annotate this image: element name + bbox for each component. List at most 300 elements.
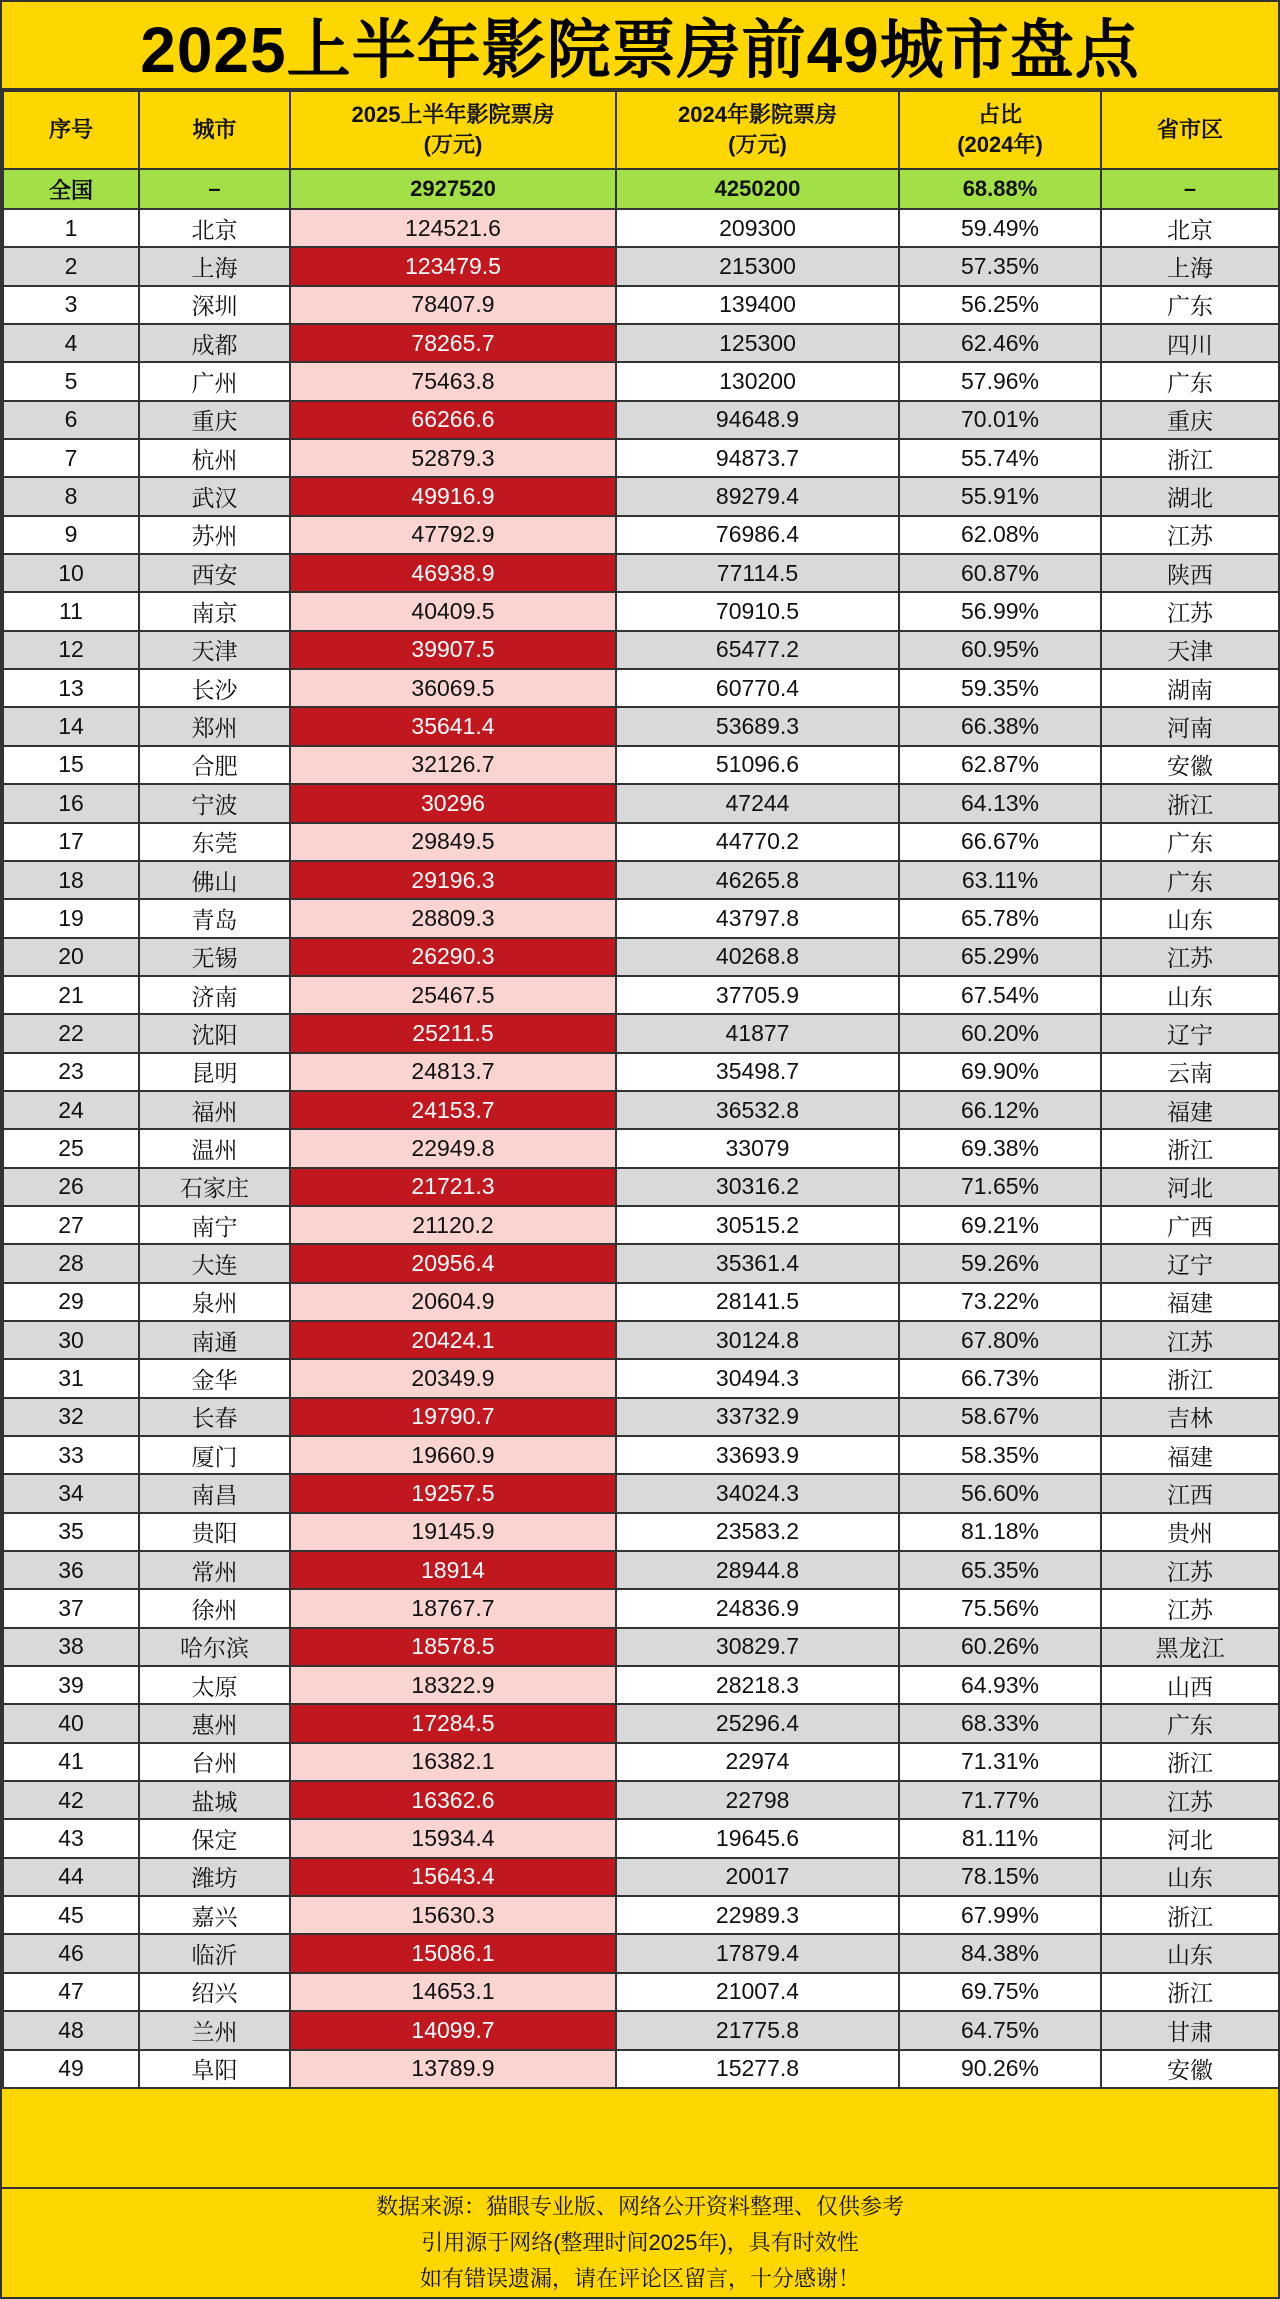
cell-city: 常州 — [139, 1551, 290, 1589]
table-row — [3, 1704, 1279, 1742]
table-row — [3, 899, 1279, 937]
cell-province: 山东 — [1101, 1858, 1279, 1896]
cell-box-2024: 23583.2 — [616, 1513, 899, 1551]
cell-city: 石家庄 — [139, 1168, 290, 1206]
cell-province: 江西 — [1101, 1474, 1279, 1512]
cell-province: 广东 — [1101, 823, 1279, 861]
table-row — [3, 1398, 1279, 1436]
cell-ratio: 58.35% — [899, 1436, 1101, 1474]
cell-ratio: 62.08% — [899, 516, 1101, 554]
cell-city: 深圳 — [139, 286, 290, 324]
cell-rank: 40 — [3, 1704, 139, 1742]
cell-ratio: 66.38% — [899, 707, 1101, 745]
cell-box-2024: 36532.8 — [616, 1091, 899, 1129]
national-box-2025: 2927520 — [290, 169, 616, 209]
cell-city: 杭州 — [139, 439, 290, 477]
cell-box-2025: 20424.1 — [290, 1321, 616, 1359]
cell-box-2025: 21120.2 — [290, 1206, 616, 1244]
cell-box-2025: 20604.9 — [290, 1283, 616, 1321]
cell-box-2024: 28944.8 — [616, 1551, 899, 1589]
cell-box-2024: 22798 — [616, 1781, 899, 1819]
cell-city: 佛山 — [139, 861, 290, 899]
cell-rank: 10 — [3, 554, 139, 592]
cell-rank: 19 — [3, 899, 139, 937]
cell-ratio: 69.21% — [899, 1206, 1101, 1244]
cell-ratio: 69.38% — [899, 1129, 1101, 1167]
cell-rank: 14 — [3, 707, 139, 745]
table-row — [3, 2050, 1279, 2088]
national-ratio: 68.88% — [899, 169, 1101, 209]
table-row — [3, 1014, 1279, 1052]
cell-box-2025: 66266.6 — [290, 401, 616, 439]
cell-province: 福建 — [1101, 1436, 1279, 1474]
cell-box-2025: 20349.9 — [290, 1359, 616, 1397]
cell-ratio: 71.65% — [899, 1168, 1101, 1206]
cell-box-2024: 20017 — [616, 1858, 899, 1896]
cell-rank: 35 — [3, 1513, 139, 1551]
cell-city: 昆明 — [139, 1053, 290, 1091]
cell-box-2024: 17879.4 — [616, 1934, 899, 1972]
cell-ratio: 60.95% — [899, 631, 1101, 669]
cell-box-2025: 47792.9 — [290, 516, 616, 554]
cell-box-2024: 77114.5 — [616, 554, 899, 592]
cell-rank: 17 — [3, 823, 139, 861]
table-row — [3, 631, 1279, 669]
table-row — [3, 401, 1279, 439]
table-row — [3, 861, 1279, 899]
cell-ratio: 57.96% — [899, 362, 1101, 400]
cell-box-2025: 40409.5 — [290, 592, 616, 630]
cell-rank: 37 — [3, 1589, 139, 1627]
cell-city: 宁波 — [139, 784, 290, 822]
cell-city: 惠州 — [139, 1704, 290, 1742]
cell-box-2025: 18914 — [290, 1551, 616, 1589]
cell-city: 苏州 — [139, 516, 290, 554]
cell-city: 合肥 — [139, 746, 290, 784]
cell-box-2025: 24153.7 — [290, 1091, 616, 1129]
cell-box-2024: 33732.9 — [616, 1398, 899, 1436]
table-row — [3, 1168, 1279, 1206]
cell-city: 泉州 — [139, 1283, 290, 1321]
cell-city: 厦门 — [139, 1436, 290, 1474]
cell-province: 湖北 — [1101, 477, 1279, 515]
cell-box-2024: 46265.8 — [616, 861, 899, 899]
header-box-2024-unit: (万元) — [728, 132, 787, 157]
table-row — [3, 1359, 1279, 1397]
table-row — [3, 1896, 1279, 1934]
table-row — [3, 938, 1279, 976]
cell-city: 大连 — [139, 1244, 290, 1282]
box-office-table — [2, 90, 1280, 2089]
cell-province: 辽宁 — [1101, 1244, 1279, 1282]
cell-rank: 36 — [3, 1551, 139, 1589]
cell-province: 广东 — [1101, 1704, 1279, 1742]
cell-city: 潍坊 — [139, 1858, 290, 1896]
table-row — [3, 1743, 1279, 1781]
cell-rank: 33 — [3, 1436, 139, 1474]
cell-ratio: 64.13% — [899, 784, 1101, 822]
cell-city: 太原 — [139, 1666, 290, 1704]
cell-city: 临沂 — [139, 1934, 290, 1972]
cell-box-2025: 32126.7 — [290, 746, 616, 784]
cell-city: 重庆 — [139, 401, 290, 439]
cell-rank: 6 — [3, 401, 139, 439]
cell-box-2024: 34024.3 — [616, 1474, 899, 1512]
table-row — [3, 1858, 1279, 1896]
cell-province: 广东 — [1101, 286, 1279, 324]
cell-province: 甘肃 — [1101, 2011, 1279, 2049]
table-row — [3, 324, 1279, 362]
table-row — [3, 746, 1279, 784]
cell-province: 浙江 — [1101, 1973, 1279, 2011]
cell-province: 四川 — [1101, 324, 1279, 362]
cell-box-2025: 21721.3 — [290, 1168, 616, 1206]
cell-rank: 3 — [3, 286, 139, 324]
cell-city: 沈阳 — [139, 1014, 290, 1052]
table-row — [3, 2011, 1279, 2049]
cell-box-2024: 22974 — [616, 1743, 899, 1781]
cell-box-2025: 78265.7 — [290, 324, 616, 362]
cell-city: 北京 — [139, 209, 290, 247]
cell-box-2024: 19645.6 — [616, 1819, 899, 1857]
cell-box-2025: 124521.6 — [290, 209, 616, 247]
cell-ratio: 59.49% — [899, 209, 1101, 247]
cell-ratio: 62.46% — [899, 324, 1101, 362]
cell-city: 保定 — [139, 1819, 290, 1857]
cell-box-2024: 30829.7 — [616, 1628, 899, 1666]
cell-rank: 31 — [3, 1359, 139, 1397]
cell-province: 江苏 — [1101, 592, 1279, 630]
cell-ratio: 58.67% — [899, 1398, 1101, 1436]
cell-box-2025: 30296 — [290, 784, 616, 822]
national-city: – — [139, 169, 290, 209]
cell-box-2024: 28141.5 — [616, 1283, 899, 1321]
cell-ratio: 56.60% — [899, 1474, 1101, 1512]
cell-city: 东莞 — [139, 823, 290, 861]
cell-box-2025: 18767.7 — [290, 1589, 616, 1627]
cell-box-2025: 13789.9 — [290, 2050, 616, 2088]
header-box-2025 — [290, 91, 616, 169]
header-box-2025-title: 2025上半年影院票房 — [351, 102, 555, 127]
cell-box-2025: 49916.9 — [290, 477, 616, 515]
cell-rank: 26 — [3, 1168, 139, 1206]
cell-rank: 5 — [3, 362, 139, 400]
table-row — [3, 1589, 1279, 1627]
header-province: 省市区 — [1101, 91, 1279, 169]
cell-city: 上海 — [139, 247, 290, 285]
cell-box-2024: 53689.3 — [616, 707, 899, 745]
cell-city: 嘉兴 — [139, 1896, 290, 1934]
cell-city: 济南 — [139, 976, 290, 1014]
cell-ratio: 56.25% — [899, 286, 1101, 324]
table-row — [3, 1321, 1279, 1359]
cell-box-2024: 41877 — [616, 1014, 899, 1052]
cell-box-2024: 51096.6 — [616, 746, 899, 784]
cell-city: 无锡 — [139, 938, 290, 976]
cell-rank: 38 — [3, 1628, 139, 1666]
cell-box-2024: 43797.8 — [616, 899, 899, 937]
cell-province: 陕西 — [1101, 554, 1279, 592]
cell-box-2024: 47244 — [616, 784, 899, 822]
cell-box-2025: 25211.5 — [290, 1014, 616, 1052]
cell-rank: 30 — [3, 1321, 139, 1359]
cell-rank: 49 — [3, 2050, 139, 2088]
cell-ratio: 78.15% — [899, 1858, 1101, 1896]
header-ratio — [899, 91, 1101, 169]
table-row — [3, 1551, 1279, 1589]
cell-rank: 45 — [3, 1896, 139, 1934]
cell-rank: 22 — [3, 1014, 139, 1052]
cell-box-2024: 35361.4 — [616, 1244, 899, 1282]
cell-ratio: 59.26% — [899, 1244, 1101, 1282]
cell-box-2025: 14099.7 — [290, 2011, 616, 2049]
cell-ratio: 60.20% — [899, 1014, 1101, 1052]
cell-box-2025: 20956.4 — [290, 1244, 616, 1282]
cell-ratio: 81.18% — [899, 1513, 1101, 1551]
table-header — [3, 91, 1279, 169]
table-row — [3, 1091, 1279, 1129]
footer-source: 数据来源：猫眼专业版、网络公开资料整理、仅供参考 — [375, 2194, 904, 2219]
table-row — [3, 1934, 1279, 1972]
cell-box-2024: 89279.4 — [616, 477, 899, 515]
cell-province: 河北 — [1101, 1819, 1279, 1857]
cell-ratio: 65.35% — [899, 1551, 1101, 1589]
footer-notes — [2, 2187, 1278, 2297]
header-box-2024 — [616, 91, 899, 169]
cell-ratio: 62.87% — [899, 746, 1101, 784]
cell-ratio: 64.75% — [899, 2011, 1101, 2049]
table-row — [3, 823, 1279, 861]
table-row — [3, 1628, 1279, 1666]
cell-rank: 28 — [3, 1244, 139, 1282]
cell-box-2025: 19660.9 — [290, 1436, 616, 1474]
cell-rank: 11 — [3, 592, 139, 630]
cell-box-2024: 215300 — [616, 247, 899, 285]
cell-box-2025: 46938.9 — [290, 554, 616, 592]
cell-box-2024: 125300 — [616, 324, 899, 362]
cell-city: 南宁 — [139, 1206, 290, 1244]
cell-ratio: 60.87% — [899, 554, 1101, 592]
cell-city: 兰州 — [139, 2011, 290, 2049]
cell-box-2025: 18322.9 — [290, 1666, 616, 1704]
cell-ratio: 55.74% — [899, 439, 1101, 477]
cell-box-2024: 21775.8 — [616, 2011, 899, 2049]
table-row — [3, 1053, 1279, 1091]
cell-rank: 39 — [3, 1666, 139, 1704]
cell-box-2025: 35641.4 — [290, 707, 616, 745]
footer-feedback: 如有错误遗漏，请在评论区留言，十分感谢！ — [419, 2266, 860, 2291]
cell-box-2025: 75463.8 — [290, 362, 616, 400]
cell-province: 浙江 — [1101, 784, 1279, 822]
cell-box-2025: 16362.6 — [290, 1781, 616, 1819]
cell-province: 浙江 — [1101, 1896, 1279, 1934]
cell-province: 浙江 — [1101, 1359, 1279, 1397]
cell-province: 江苏 — [1101, 1321, 1279, 1359]
cell-rank: 43 — [3, 1819, 139, 1857]
cell-box-2024: 15277.8 — [616, 2050, 899, 2088]
cell-ratio: 73.22% — [899, 1283, 1101, 1321]
cell-ratio: 65.78% — [899, 899, 1101, 937]
header-ratio-unit: (2024年) — [957, 132, 1043, 157]
table-row — [3, 1436, 1279, 1474]
cell-box-2024: 30124.8 — [616, 1321, 899, 1359]
cell-province: 广西 — [1101, 1206, 1279, 1244]
cell-province: 山东 — [1101, 976, 1279, 1014]
cell-province: 广东 — [1101, 362, 1279, 400]
cell-box-2025: 19145.9 — [290, 1513, 616, 1551]
national-box-2024: 4250200 — [616, 169, 899, 209]
cell-box-2024: 37705.9 — [616, 976, 899, 1014]
cell-city: 天津 — [139, 631, 290, 669]
cell-ratio: 84.38% — [899, 1934, 1101, 1972]
cell-ratio: 67.80% — [899, 1321, 1101, 1359]
table-row — [3, 1283, 1279, 1321]
cell-box-2024: 33079 — [616, 1129, 899, 1167]
footer-citation: 引用源于网络(整理时间2025年)，具有时效性 — [421, 2230, 859, 2255]
cell-rank: 41 — [3, 1743, 139, 1781]
cell-box-2025: 29196.3 — [290, 861, 616, 899]
table-row — [3, 247, 1279, 285]
cell-province: 山东 — [1101, 1934, 1279, 1972]
cell-rank: 47 — [3, 1973, 139, 2011]
cell-province: 湖南 — [1101, 669, 1279, 707]
cell-box-2024: 40268.8 — [616, 938, 899, 976]
table-row — [3, 1781, 1279, 1819]
cell-ratio: 55.91% — [899, 477, 1101, 515]
table-row — [3, 592, 1279, 630]
cell-ratio: 68.33% — [899, 1704, 1101, 1742]
cell-box-2025: 36069.5 — [290, 669, 616, 707]
cell-province: 河南 — [1101, 707, 1279, 745]
cell-province: 上海 — [1101, 247, 1279, 285]
cell-rank: 13 — [3, 669, 139, 707]
cell-box-2024: 94873.7 — [616, 439, 899, 477]
cell-box-2025: 16382.1 — [290, 1743, 616, 1781]
cell-box-2024: 70910.5 — [616, 592, 899, 630]
cell-ratio: 59.35% — [899, 669, 1101, 707]
cell-ratio: 66.67% — [899, 823, 1101, 861]
cell-box-2024: 94648.9 — [616, 401, 899, 439]
cell-rank: 29 — [3, 1283, 139, 1321]
cell-box-2025: 123479.5 — [290, 247, 616, 285]
cell-province: 山西 — [1101, 1666, 1279, 1704]
cell-box-2024: 30515.2 — [616, 1206, 899, 1244]
cell-box-2024: 44770.2 — [616, 823, 899, 861]
cell-box-2025: 15934.4 — [290, 1819, 616, 1857]
table-row — [3, 516, 1279, 554]
cell-box-2024: 25296.4 — [616, 1704, 899, 1742]
cell-province: 广东 — [1101, 861, 1279, 899]
cell-city: 徐州 — [139, 1589, 290, 1627]
header-city: 城市 — [139, 91, 290, 169]
cell-ratio: 90.26% — [899, 2050, 1101, 2088]
cell-province: 福建 — [1101, 1283, 1279, 1321]
table-row — [3, 209, 1279, 247]
cell-rank: 4 — [3, 324, 139, 362]
cell-rank: 18 — [3, 861, 139, 899]
cell-province: 云南 — [1101, 1053, 1279, 1091]
cell-rank: 15 — [3, 746, 139, 784]
cell-city: 温州 — [139, 1129, 290, 1167]
table-row — [3, 669, 1279, 707]
cell-ratio: 60.26% — [899, 1628, 1101, 1666]
cell-rank: 34 — [3, 1474, 139, 1512]
cell-box-2025: 39907.5 — [290, 631, 616, 669]
cell-city: 成都 — [139, 324, 290, 362]
cell-rank: 44 — [3, 1858, 139, 1896]
cell-rank: 24 — [3, 1091, 139, 1129]
cell-city: 西安 — [139, 554, 290, 592]
cell-province: 江苏 — [1101, 1551, 1279, 1589]
table-row — [3, 1474, 1279, 1512]
cell-ratio: 69.75% — [899, 1973, 1101, 2011]
cell-box-2024: 30494.3 — [616, 1359, 899, 1397]
cell-box-2025: 19257.5 — [290, 1474, 616, 1512]
cell-rank: 7 — [3, 439, 139, 477]
cell-ratio: 75.56% — [899, 1589, 1101, 1627]
cell-box-2025: 17284.5 — [290, 1704, 616, 1742]
cell-city: 盐城 — [139, 1781, 290, 1819]
cell-province: 辽宁 — [1101, 1014, 1279, 1052]
national-rank: 全国 — [3, 169, 139, 209]
cell-province: 江苏 — [1101, 516, 1279, 554]
table-row — [3, 1206, 1279, 1244]
cell-ratio: 57.35% — [899, 247, 1101, 285]
cell-city: 南通 — [139, 1321, 290, 1359]
cell-province: 山东 — [1101, 899, 1279, 937]
cell-ratio: 67.99% — [899, 1896, 1101, 1934]
cell-rank: 2 — [3, 247, 139, 285]
cell-province: 河北 — [1101, 1168, 1279, 1206]
cell-province: 北京 — [1101, 209, 1279, 247]
cell-ratio: 63.11% — [899, 861, 1101, 899]
header-ratio-title: 占比 — [977, 102, 1022, 127]
cell-ratio: 65.29% — [899, 938, 1101, 976]
table-row — [3, 1244, 1279, 1282]
table-row — [3, 362, 1279, 400]
cell-rank: 27 — [3, 1206, 139, 1244]
cell-box-2025: 25467.5 — [290, 976, 616, 1014]
cell-city: 金华 — [139, 1359, 290, 1397]
cell-province: 天津 — [1101, 631, 1279, 669]
cell-city: 青岛 — [139, 899, 290, 937]
cell-box-2024: 21007.4 — [616, 1973, 899, 2011]
cell-rank: 20 — [3, 938, 139, 976]
table-row — [3, 1129, 1279, 1167]
cell-rank: 9 — [3, 516, 139, 554]
table-row — [3, 976, 1279, 1014]
cell-box-2024: 24836.9 — [616, 1589, 899, 1627]
table-row — [3, 477, 1279, 515]
cell-city: 贵阳 — [139, 1513, 290, 1551]
cell-city: 广州 — [139, 362, 290, 400]
cell-province: 江苏 — [1101, 938, 1279, 976]
cell-province: 浙江 — [1101, 439, 1279, 477]
cell-rank: 42 — [3, 1781, 139, 1819]
cell-box-2024: 28218.3 — [616, 1666, 899, 1704]
cell-city: 绍兴 — [139, 1973, 290, 2011]
cell-ratio: 81.11% — [899, 1819, 1101, 1857]
cell-city: 武汉 — [139, 477, 290, 515]
cell-ratio: 64.93% — [899, 1666, 1101, 1704]
table-row — [3, 784, 1279, 822]
cell-rank: 16 — [3, 784, 139, 822]
header-box-2024-title: 2024年影院票房 — [678, 102, 837, 127]
cell-province: 吉林 — [1101, 1398, 1279, 1436]
cell-box-2024: 35498.7 — [616, 1053, 899, 1091]
cell-rank: 23 — [3, 1053, 139, 1091]
cell-box-2025: 52879.3 — [290, 439, 616, 477]
